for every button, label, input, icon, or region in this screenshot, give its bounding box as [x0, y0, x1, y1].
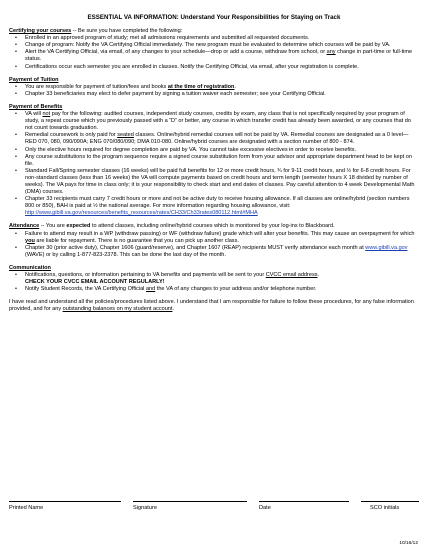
- list-item: [9, 272, 419, 286]
- gibill-rates-link[interactable]: http://www.gibill.va.gov/resources/benefits_resources/rates/CH33/Ch33rates080112.html#MHA: [25, 210, 258, 217]
- certifying-list: [9, 35, 419, 70]
- acknowledgement-text: I have read and understand all the policies/procedures listed above. I understand that I am responsible for failure to follow these procedures, for any false information provided, and for any: [9, 299, 414, 313]
- tuition-registration: at the time of registration: [167, 83, 235, 90]
- signature-label: Signature: [133, 505, 157, 511]
- cvcc-email: CVCC email address: [265, 272, 318, 278]
- attendance-heading-line: [9, 223, 419, 230]
- list-item: [9, 196, 419, 217]
- attendance-text: Failure to attend may result in a WP (withdraw passing) or WF (withdraw failure) grade which will alter your benefits. This may cause an overpayment for which: [25, 230, 415, 237]
- alert-text-end: change in part-time or full-time status.: [25, 49, 413, 63]
- remedial-seated: seated: [117, 132, 134, 139]
- verify-text-end: (WAVE) or by calling 1-877-823-2378. This can be done the last day of the month.: [25, 251, 226, 258]
- benefits-not: not: [42, 111, 51, 118]
- tuition-text-end: .: [234, 83, 236, 90]
- va-information-document: [9, 14, 419, 313]
- section-attendance: [9, 223, 419, 258]
- outstanding-balances: outstanding balances on my student account: [62, 306, 173, 313]
- list-item: • Any course substitutions to the program sequence require a signed course substitution form from your advisor and appropriate department head to be kept on file.: [9, 154, 419, 168]
- list-item: [9, 245, 419, 259]
- section-tuition: [9, 77, 419, 98]
- date-label: Date: [259, 505, 271, 511]
- list-item: • Change of program: Notify the VA Certifying Official immediately. The new program must be evaluated to determine which courses will be paid by VA.: [9, 42, 419, 49]
- revision-date: 10/16/12: [399, 541, 418, 546]
- certifying-heading-line: [9, 28, 419, 35]
- list-item: • Chapter 33 beneficiaries may elect to defer payment by signing a tuition waiver each semester; see your Certifying Official.: [9, 91, 419, 98]
- certifying-intro: -- Be sure you have completed the following:: [71, 28, 183, 35]
- signature-line[interactable]: [133, 501, 247, 502]
- section-benefits: [9, 104, 419, 218]
- attendance-you: you: [25, 237, 35, 244]
- certifying-heading: Certifying your courses: [9, 28, 72, 35]
- list-item: [9, 111, 419, 132]
- document-title: ESSENTIAL VA INFORMATION: Understand Your Responsibilities for Staying on Track: [87, 14, 341, 21]
- list-item: • Only the elective hours required for degree completion are paid by VA. You cannot take excessive electives in order to receive benefits.: [9, 147, 419, 154]
- list-item: [9, 49, 419, 63]
- list-item: [9, 286, 419, 293]
- attendance-list: [9, 231, 419, 259]
- list-item: [9, 132, 419, 146]
- list-item: • Certifications occur each semester you are enrolled in classes. Notify the Certifying Official, via email, after your registration is complete.: [9, 64, 419, 71]
- communication-list: [9, 272, 419, 293]
- alert-text: Alert the VA Certifying Official, via email, of any changes to your schedule—drop or add a course, withdraw from school, or: [25, 49, 327, 56]
- benefits-list: [9, 111, 419, 217]
- tuition-text: You are responsible for payment of tuition/fees and books: [25, 83, 168, 90]
- signature-block: [9, 501, 419, 521]
- acknowledgement-paragraph: [9, 299, 419, 313]
- attendance-heading: Attendance: [9, 223, 40, 230]
- remedial-text: Remedial coursework is only paid for: [25, 132, 118, 139]
- date-line[interactable]: [259, 501, 349, 502]
- section-certifying: [9, 28, 419, 71]
- notify-text: Notify Student Records, the VA Certifying Official: [25, 286, 146, 293]
- notify-text-end: the VA of any changes to your address and/or telephone number.: [155, 286, 317, 293]
- attendance-text-end: are liable for repayment. There is no guarantee that you can pick up another class.: [34, 237, 239, 244]
- verify-text: Chapter 30 (prior active duty), Chapter 1606 (guard/reserve), and Chapter 1607 (REAP) recipients MUST verify attendance each month at: [25, 244, 366, 251]
- acknowledgement-text-end: .: [172, 306, 174, 313]
- remedial-text-end: classes. Online/hybrid remedial courses will not be paid by VA. Remedial courses are designated as a 0 level—RED 070, 080, 090/090A; ENG 070/080/090; DMA 010-080. Online/hybrid courses are designated with a section number of 800 - 874.: [25, 132, 409, 146]
- attendance-intro-end: to attend classes, including online/hybrid courses which is monitored by your log-ins to Blackboard.: [90, 223, 335, 230]
- attendance-expected: expected: [66, 223, 91, 230]
- alert-any: any: [326, 49, 336, 56]
- gibill-link[interactable]: www.gibill.va.gov: [365, 244, 408, 251]
- notify-and: and: [145, 286, 156, 293]
- list-item: • Standard Fall/Spring semester classes (16 weeks) will be paid full benefits for 12 or more credit hours, ¾ for 9-11 credit hours, and ½ for 6-8 credit hours. For non-standard classes (less than 16 weeks) the VA will compute payments based on credit hours and term length (semester hours X 18 divided by number of weeks). The VA pays for time in class only; it is your responsibility to check start and end dates of classes. Pay careful attention to 4 week Developmental Math (DMA) courses.: [9, 168, 419, 196]
- tuition-list: [9, 84, 419, 98]
- list-item: • Enrolled in an approved program of study; met all admissions requirements and submitted all requested documents.: [9, 35, 419, 42]
- tuition-heading: Payment of Tuition: [9, 76, 59, 83]
- communication-heading: Communication: [9, 264, 51, 271]
- list-item: [9, 231, 419, 245]
- sco-initials-label: SCO initials: [370, 505, 400, 511]
- housing-text: Chapter 33 recipients must carry 7 credit hours or more and not be active duty to receive housing allowance. If all classes are online/hybrid (section numbers 800 or 850), BAH is paid at ½ the national average. For more information regarding housing allowance, visit:: [25, 196, 410, 210]
- check-email-warning: CHECK YOUR CVCC EMAIL ACCOUNT REGULARLY!: [25, 279, 165, 286]
- section-communication: [9, 265, 419, 293]
- communication-text: Notifications, questions, or information pertaining to VA benefits and payments will be sent to your: [25, 272, 266, 278]
- communication-text-end: .: [317, 272, 320, 278]
- benefits-heading: Payment of Benefits: [9, 103, 63, 110]
- sco-initials-line[interactable]: [361, 501, 419, 502]
- printed-name-line[interactable]: [9, 501, 121, 502]
- benefits-text-end: pay for the following: audited courses, independent study courses, credits by exam, any class that is not specifically required by your program of study, a repeat course which you previously passed with a “D” or better, any course in which transfer credit has already been awarded, or any courses that do not count towards graduation.: [25, 111, 411, 132]
- benefits-text: VA will: [25, 111, 43, 118]
- attendance-intro: -- You are: [39, 223, 67, 230]
- printed-name-label: Printed Name: [9, 505, 44, 511]
- list-item: [9, 84, 419, 91]
